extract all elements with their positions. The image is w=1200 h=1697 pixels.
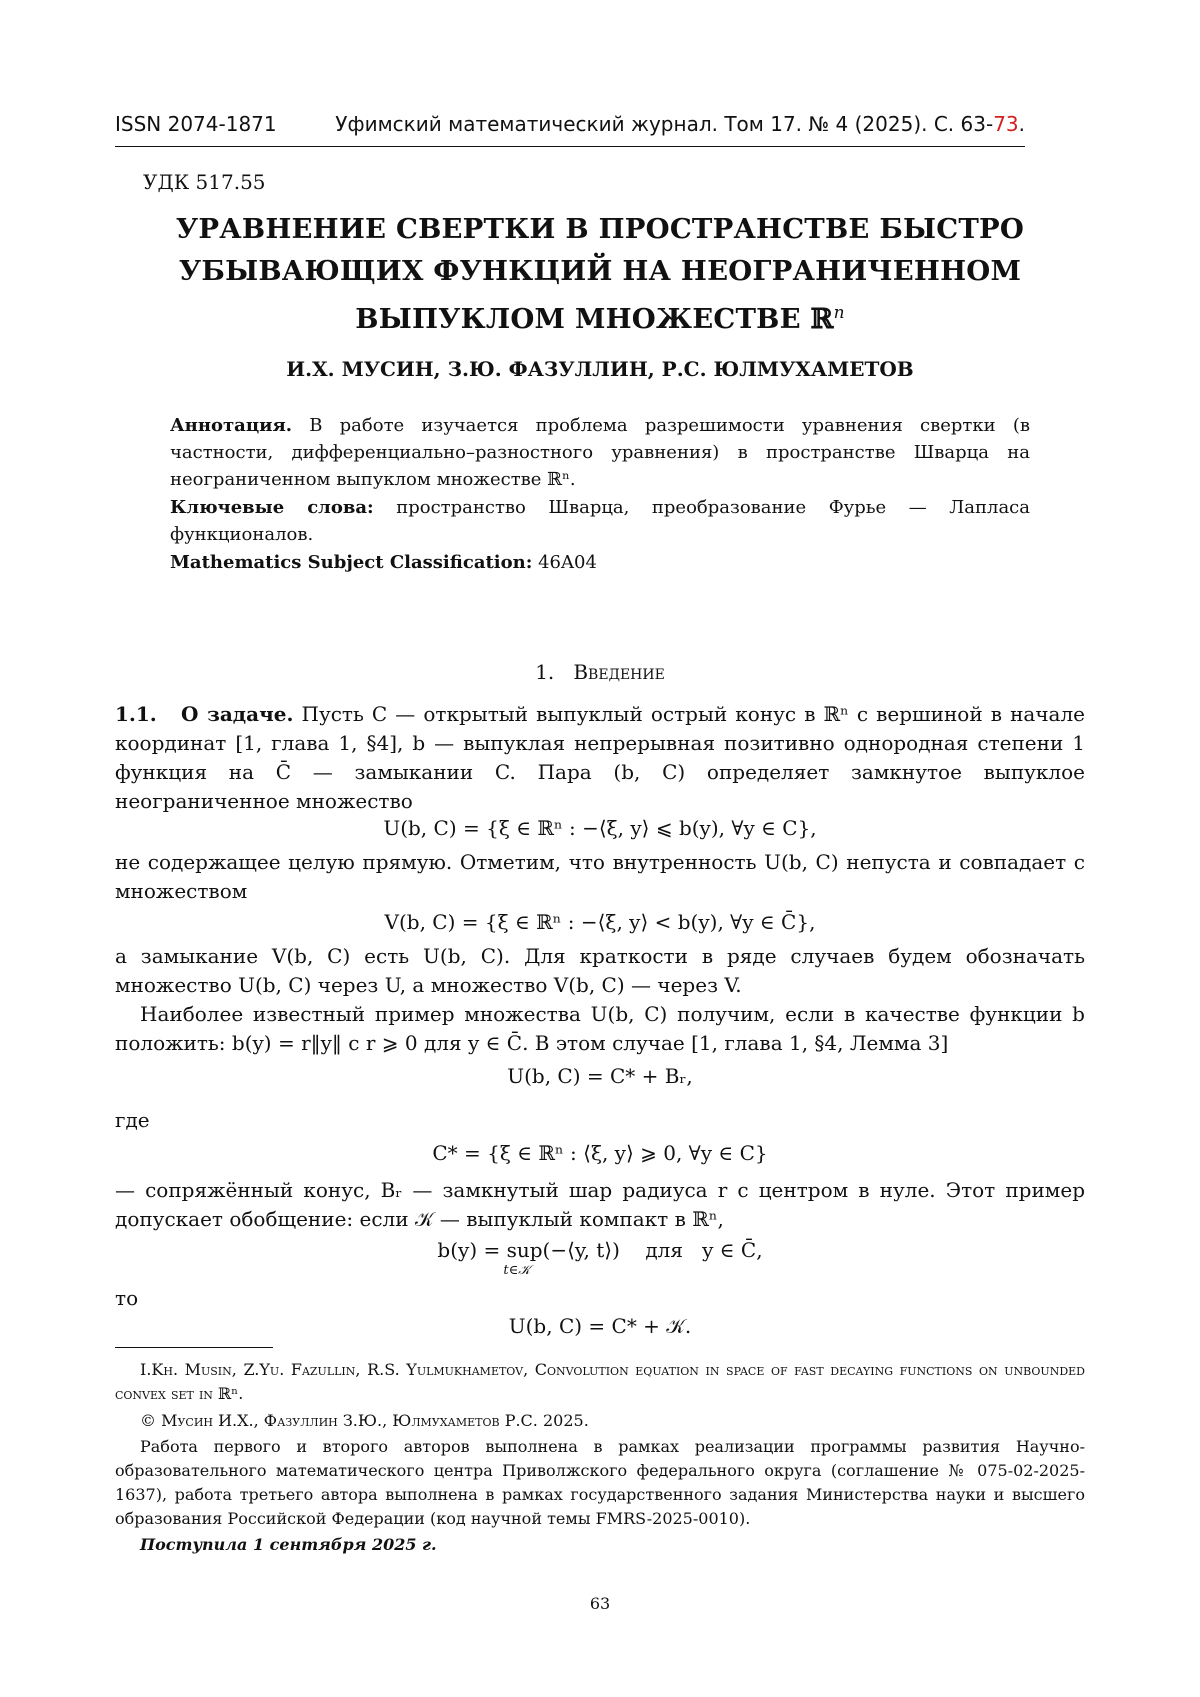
equation-6: U(b, C) = C* + 𝒦. xyxy=(508,1314,692,1338)
equation-3: U(b, C) = C* + Bᵣ, xyxy=(507,1064,693,1088)
abstract-text: В работе изучается проблема разрешимости уравнения свертки (в частности, дифференциально–разностного уравнения) в пространстве Шварца на неограниченном выпуклом множестве ℝⁿ. xyxy=(170,415,1030,490)
section-heading xyxy=(115,660,1085,684)
footnote-rule xyxy=(115,1347,273,1348)
journal-last-page-link[interactable]: 73 xyxy=(993,112,1019,136)
keywords-label: Ключевые слова: xyxy=(170,497,374,518)
paragraph-2: не содержащее целую прямую. Отметим, что внутренность U(b, C) непуста и совпадает с множеством xyxy=(115,850,1085,903)
paper-title xyxy=(115,208,1085,340)
page-number: 63 xyxy=(589,1594,611,1613)
equation-5-sup-group xyxy=(437,1238,620,1278)
paragraph-3: а замыкание V(b, C) есть U(b, C). Для краткости в ряде случаев будем обозначать множество U(b, C) через U, а множество V(b, C) — через V. xyxy=(115,944,1085,997)
subsection-number: 1.1. xyxy=(115,702,157,726)
word-gde: где xyxy=(115,1108,150,1132)
title-line-2: УБЫВАЮЩИХ ФУНКЦИЙ НА НЕОГРАНИЧЕННОМ xyxy=(178,255,1022,287)
journal-citation-end: . xyxy=(1018,112,1025,136)
title-superscript: n xyxy=(833,303,845,323)
equation-2: V(b, C) = {ξ ∈ ℝⁿ : −⟨ξ, y⟩ < b(y), ∀y ∈ C̄}, xyxy=(384,910,816,934)
journal-citation xyxy=(335,112,1025,136)
title-line-3 xyxy=(115,292,1085,340)
abstract-label: Аннотация. xyxy=(170,415,293,436)
equation-4: C* = {ξ ∈ ℝⁿ : ⟨ξ, y⟩ ⩾ 0, ∀y ∈ C} xyxy=(432,1141,768,1165)
equation-5-main: b(y) = sup(−⟨y, t⟩) xyxy=(437,1238,620,1262)
msc-code: 46A04 xyxy=(538,552,597,573)
footnote-copyright xyxy=(115,1409,1085,1433)
title-line-1: УРАВНЕНИЕ СВЕРТКИ В ПРОСТРАНСТВЕ БЫСТРО xyxy=(175,213,1025,245)
udk-code: УДК 517.55 xyxy=(143,170,266,194)
msc-label: Mathematics Subject Classification: xyxy=(170,552,533,573)
journal-citation-text: Уфимский математический журнал. Том 17. № 4 (2025). С. 63- xyxy=(335,112,994,136)
running-header xyxy=(115,112,1025,147)
abstract xyxy=(170,412,1030,493)
equation-5 xyxy=(115,1238,1085,1284)
paragraph-1 xyxy=(115,700,1085,816)
keywords-text: пространство Шварца, преобразование Фурье — Лапласа функционалов. xyxy=(170,497,1030,545)
footnote-english-title: I.Kh. Musin, Z.Yu. Fazullin, R.S. Yulmukhametov, Convolution equation in space of fast decaying functions on unbounded convex set in ℝⁿ. xyxy=(115,1360,1085,1403)
word-to: то xyxy=(115,1286,139,1310)
equation-5-condition: y ∈ C̄, xyxy=(702,1238,763,1262)
equation-5-dlya: для xyxy=(645,1238,683,1262)
equation-1: U(b, C) = {ξ ∈ ℝⁿ : −⟨ξ, y⟩ ⩽ b(y), ∀y ∈ C}, xyxy=(383,816,817,840)
equation-5-subscript: t∈𝒦 xyxy=(503,1263,531,1278)
subsection-title: О задаче. xyxy=(180,702,294,726)
keywords xyxy=(170,494,1030,548)
footnote-funding: Работа первого и второго авторов выполнена в рамках реализации программы развития Научно-образовательного математического центра Приволжского федерального округа (соглашение № 075-02-2025-1637), работа третьего автора выполнена в рамках государственного задания Министерства науки и высшего образования Российской Федерации (код научной темы FMRS-2025-0010). xyxy=(115,1437,1085,1528)
footnote-received: Поступила 1 сентября 2025 г. xyxy=(140,1535,437,1554)
paragraph-4: Наиболее известный пример множества U(b, C) получим, если в качестве функции b положить: b(y) = r‖y‖ с r ⩾ 0 для y ∈ C̄. В этом случае [1, глава 1, §4, Лемма 3] xyxy=(115,1002,1085,1055)
title-line-3-text: ВЫПУКЛОМ МНОЖЕСТВЕ ℝ xyxy=(355,303,834,336)
issn-number: ISSN 2074-1871 xyxy=(115,112,277,136)
msc-classification xyxy=(170,549,1030,576)
copyright-text: © Мусин И.Х., Фазуллин З.Ю., Юлмухаметов Р.С. 2025. xyxy=(140,1411,589,1430)
paragraph-5: — сопряжённый конус, Bᵣ — замкнутый шар радиуса r с центром в нуле. Этот пример допускает обобщение: если 𝒦 — выпуклый компакт в ℝⁿ, xyxy=(115,1178,1085,1231)
authors: И.Х. МУСИН, З.Ю. ФАЗУЛЛИН, Р.С. ЮЛМУХАМЕТОВ xyxy=(286,357,914,381)
section-title: Введение xyxy=(573,660,665,684)
paragraph-1-text: Пусть C — открытый выпуклый острый конус в ℝⁿ с вершиной в начале координат [1, глава 1, §4], b — выпуклая непрерывная позитивно однородная степени 1 функция на C̄ — замыкании C. Пара (b, C) определяет замкнутое выпуклое неограниченное множество xyxy=(115,702,1086,813)
section-number: 1. xyxy=(535,660,555,684)
